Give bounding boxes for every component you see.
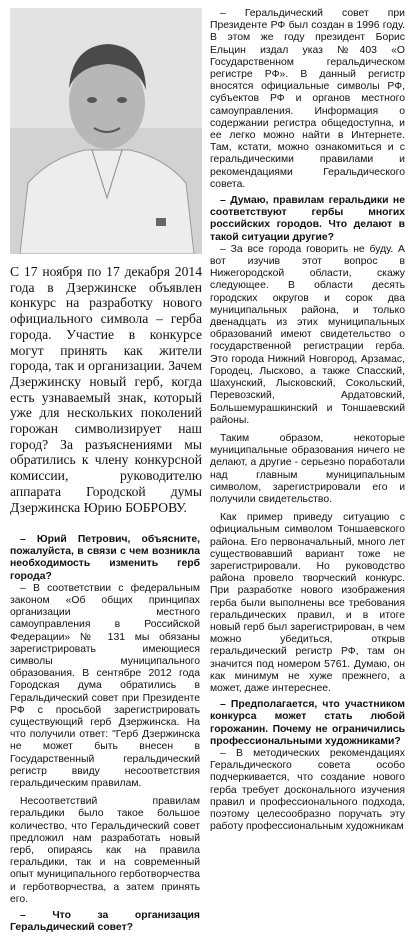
portrait-photo xyxy=(10,8,202,254)
paragraph-right-4: Таким образом, некоторые муниципальные образования ничего не делают, а другие - серьезно поработали над главным муниципальным символом, зарегистрировали его и получили свидетельство. xyxy=(210,432,405,505)
paragraph-left-3: Несоответствий правилам геральдики было такое большое количество, что Геральдический совет предложил нам разработать новый герб, опираясь как на правила геральдики, так и на современный опыт муниципального герботворчества и герботворчества, а затем принять его. xyxy=(10,796,200,905)
paragraph-right-5: Как пример приведу ситуацию с официальным символом Тоншаевского района. Его первоначальный, много лет существовавший вариант тоже не зарегистрировали. Но руководство района провело творческий конкурс. При разработке нового изображения герба были выполнены все требования геральдических правил, и в итоге новый герб был зарегистрирован, в чем можно убедиться, открыв геральдический регистр РФ, там он значится под номером 5761. Думаю, он как минимум не хуже прежнего, а может, даже интереснее. xyxy=(210,512,405,694)
question-1: – Юрий Петрович, объясните, пожалуйста, в связи с чем возникла необходимость изменить герб города? xyxy=(10,534,200,582)
right-column xyxy=(210,8,405,833)
left-column xyxy=(10,530,200,935)
article-lead: С 17 ноября по 17 декабря 2014 года в Дзержинске объявлен конкурс на разработку нового официального символа – герба города. Участие в конкурсе могут принять как жители города, так и организации. Зачем Дзержинску новый герб, когда есть узнаваемый знак, который уже для нескольких поколений горожан символизирует наш город? За разъяснениями мы обратились к члену конкурсной комиссии, руководителю аппарата Городской думы Дзержинска Юрию БОБРОВУ. xyxy=(10,264,202,515)
answer-4: – В методических рекомендациях Геральдического совета особо подчеркивается, что создание нового герба требует досконального изучения правил и профессионального подхода, поэтому целесообразно поручать эту работу профессиональным художникам xyxy=(210,747,405,833)
question-2: – Что за организация Геральдический совет? xyxy=(10,910,200,934)
portrait-illustration xyxy=(10,8,202,254)
answer-1: – В соответствии с федеральным законом «Об общих принципах организации местного самоуправления в Российской Федерации» № 131 мы обязаны зарегистрировать имеющиеся символы муниципального образования. В сентябре 2012 года Городская дума обратились в Геральдический совет при Президенте РФ с просьбой зарегистрировать существующий герб Дзержинска. На что получили ответ: "Герб Дзержинска не может быть внесен в Государственный геральдический регистр ввиду несоответствия геральдическим правилам. xyxy=(10,582,200,790)
question-4: – Предполагается, что участником конкурса может стать любой горожанин. Почему не ограничились профессиональными художниками? xyxy=(210,699,405,747)
question-3: – Думаю, правилам геральдики не соответствуют гербы многих российских городов. Что делают в такой ситуации другие? xyxy=(210,195,405,243)
answer-2: – Геральдический совет при Президенте РФ был создан в 1996 году. В этом же году президент Борис Ельцин издал указ №403 «О Государственном геральдическом регистре РФ». В данный регистр вносятся официальные символы РФ, субъектов РФ и органов местного самоуправления. Информация о содержании регистра общедоступна, и ее легко можно найти в Интернете. Там, кстати, можно ознакомиться и с геральдическими правилами и рекомендациями Геральдического совета. xyxy=(210,8,405,190)
answer-3: – За все города говорить не буду. А вот изучив этот вопрос в Нижегородской области, скажу следующее. В области десять городских округов и сорок два муниципальных района, и только двенадцать из этих муниципальных образований имеют свидетельство о государственной регистрации герба. Это города Нижний Новгород, Арзамас, Городец, Лысково, а также Спасский, Шахунский, Лысковский, Сокольский, Перевозский, Ардатовский, Большемурашкинский и Тоншаевский районы. xyxy=(210,243,405,426)
